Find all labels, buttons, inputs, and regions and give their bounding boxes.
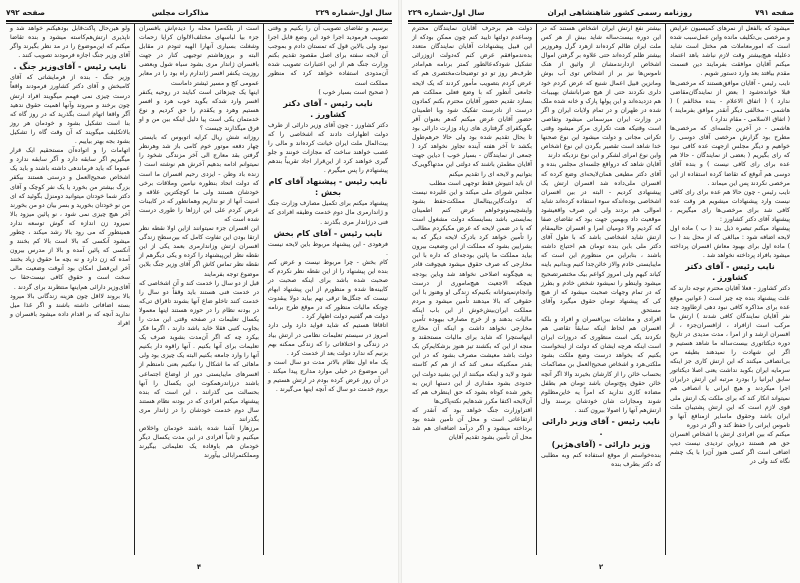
right-page-footer-number: ۲ — [598, 563, 604, 571]
paragraph: بالا بروند لااقل چون هزینه زندگانی بالا میرود بسته اضافاتی داشته باشند و اگر غذا میل ندارید آنچه که بر اقدام داده میشود بافسران و افراد — [10, 292, 130, 327]
paragraph: دکتر کشاورز - چون آقای وزیر دارائی از طرف دولت اظهارات دادند که اشخاصی را که بیت‌المال ملت ایران خیانت کرده‌اند و مالی را غصب خواهند ساخت که مجازات خونند و جلو گیری خواهند کرد از این‌قرار اجاد تقریباً بندهم پیشنهادم را پس میگیرم . — [268, 121, 388, 175]
speaker-heading: نایب رئیس - آقای کام بخش — [273, 228, 383, 238]
speaker-heading: نایب رئیس - آقای‌وزیر جنگ . — [13, 62, 127, 72]
paragraph: یک ماه اول نظام بالاتر مدت دو سال است و این موضوع در خیلی موارد مدارج پیدا میکند . در آن روز عرض کرده بودم در ارتش هستیم و بروم خدمت دو سال که آنچه اینها می‌گیرند . — [268, 358, 388, 394]
paragraph: نایب رئیس - آقایان موافق‌هستند که مرخصی‌ها قبلا خوانده‌شود ( بعض از نمایندگان‌مقاضی ندارد ) ( اتفاق الاعلام - بنده مخالفم ) ( هاشمی - مخالفی دیگر آنقدر موافق بفرمایند ) ( اتفاق الاسلامی - مقام ندارد ) — [670, 79, 790, 123]
left-page-label: صفحه ۷۹۲ — [6, 7, 45, 17]
paragraph: دکتر کشاورز - فعلا آقایان محترم توجه دارند که علت پیشنهاد بنده چه چیز است ( غوانین موقع عده برای مذاکره کافی نبود دهی ازطاوود چند نفر آقایان نمایندگان کافی شدند ) ارتش ما مرکب است ازافراد ، ازافسران‌جزء ، از افسران ارشد و از امرا ، مدت مدیدی در تاریخ دوره دیکتاتوری بیست‌ساله ما شاهد هستیم و اگر این شهادت را نمیدهند بطیفه من بی‌انصافی میکنند که این ارتش کاری جز اینکه سرمایه ایران بکوبد نداشت یعنی اصلا دیکتاتور سابق ایرانیا را بودرد مرتبه این ارتش درایران اجرا میکردند و هیچ ایرانی یا انصافی هم نمیتواند انکار کند که برای ملکت یک ارتش ملی قوی لازم است که این ارتش پشتیبان ملت ایران باشد وحقوق ماسایر ازمنافع آنها و تاموس ایرانی را حفظ کند و اگر در دوره — [670, 285, 790, 429]
left-columns — [6, 24, 392, 555]
paragraph: اتاقاقا هستیم که شاید فواید دارد ولی دارد امروز در سیستم تعلیمات نظامی در ارتش بیاد در زندگی و اختلافاتی را که زندگی ممکنه بهم بزنیم که ندارد دولت بعد از خدمت کرد . — [268, 322, 388, 357]
paragraph: بنده‌خواستم از موقع استفاده کنم وبه مطلبی که دکتر بطرف بنده — [541, 452, 661, 469]
paragraph: دولت هم برحرف آقایان نمایندگان محترم وساعدم دولتها تایید کنم چون ممکن بودکه از این قبیل پیشنهادات آقایان نمایندگان متعدد بده‌ندموافقم عرض کنم که‌دولت ازوزرائی تشکیل شودکه‌عالطور کمتر برنامه هم‌امادر طرف‌هر روز تو دو توضیحات‌مختصری هم که عرض کردم بتصویب مأمور کردند که یک لایحه جامعی آنطور که با وضع فعلی مملکت هم بسازد تقدیم حضور آقایان محترم بکنم کمادون درست از نادرست تفکیک شود وبا اطمینان حضور آقایان عرض میکنم که‌هر بعنوان آقر بگویکفرای گرفتاری های زیاد وزارت دارائی بود تا بحال تقدیم شده بود ولی حالا حرهم‌طول بکشد تا آخر هفته آینده تجاوز نخواهد کرد ( جمعی از نمایندگان - بسیار خوب ) دیاین جهت آقایان مطمئن باشند که دولتی این مدتها‌گویی‌ک بتوانیم و لایحه ای را تقدیم میکنم — [412, 25, 532, 178]
column-right-col-left — [408, 24, 537, 555]
paragraph: ان باید انتیوش فقط توجهی است مطلب — [429, 179, 532, 187]
paragraph: این افسران جزء نمیتوانند ازاین اولا نقطه نظر ارتقا بودن این تفاوت کامل که بین‌سطح زندگی افسران ارتش وزاندارمری بعمد یکی از این نقطه نظر این‌پیشنهاد را کرده و یکی دیگرهم از نقطه نظر تماس کاش اگر آقای وزیر جنگ بلاین موضوع توجه بفرمایند — [139, 225, 259, 278]
paragraph: ولو هین‌حال پاکت‌قابل بودهیکنم خواهد شد و ناپذیری ارتش‌هم‌کاسته میشود و بنده تقاضا میکنم که این‌موضوع را در مد نظر بگیرند واگر آقای وزیر جنگ اجازه فرمودند تصویب کنند . — [10, 25, 130, 60]
paragraph: پیشنهاد میکنم تبصره ذیل بند ( ب ) ماده اول لایحه اضافه شود : مبالغی که از محل بند ( ب ) ماده اول برای بهبود معاش افسران پرداخته میشود بافراد پرداخته نخواهد شد . — [670, 225, 790, 260]
speaker-heading: وزیر دارائی - (آقای‌هژیر) — [551, 440, 651, 450]
paragraph: کام بخش - چرا مربوط نیست و عرض کنم بنده این پیشنهاد را از این نقطه نظر نکردم که صحبت شده باشد برای اینکه صحبت در کابینه‌ها شده و منظورم از این پیشنهاد ابهام نیست که جنگل‌ها ترقی نهم بیاید دولا یبقدوت چونکه مالیات منظور که در موقع طرح برنامه دولت هم گفتیم دولت اظهار کرد . — [268, 258, 388, 321]
column-right-col-right — [666, 24, 794, 555]
column-left-col-left — [6, 24, 135, 555]
speaker-heading: نایب رئیس - آقای دکتر کشاورز . — [685, 262, 775, 283]
paragraph: بیشتر نفع ارتش ایران اشخاص هستند که در این دوره بیست‌ساله شاید بیش از هر کس ملت ایران ظالم کرده‌اند ازهرد گرل وهروزیر بیشتر ظلم کرده‌اند حتی علاوه بر گرفتن اموال اشخاص ازدارندمشان از واثیق از هنک ناموس‌ها نیز بر از اشخاص توی آب بوش ومانزین قبیل اعمال شنیع که عرض کردم خود دلری نکردند حتی از هیچ صرابانشان بهبیبات هم دزدیده‌اند و این پولها پارک و خانه شده ملک شده در طهران و در تمام ولایات ایران و اگر در وزارت ایران میرسمانی میشود وتفاصی است وقتیکه هنت تکراری مرکز میشود وقتی تکرانی مجانی و دولت میشود این نوع صحنها خدا شاهد است تقصیر بگردن این نوع اشخاص واین نوع امرای لشکر و این نوع نزدیکه دارند — [541, 25, 661, 160]
paragraph: برسیم و تقاضای تصویب آن را بکنیم و وقتی تصویب فرمودید اجرا خود این وضع قابل اجرا نبود ولی بالاین قول که تمستان دادم و بموجب آن لایحه سفته برای اصل مقصود تقدیم بکنم وزارت جنگ هم از این اعتبارات تصویب شده آن‌مدودی استفاده خواهد کرد که منظور مملکت است — [268, 25, 388, 87]
right-section-title: روزنامه رسمی کشور شاهنشاهی ایران — [547, 7, 693, 17]
paragraph: روزانه شش ریال کرایه اتوبوس که بایستی چهار دفعه موتور خوم کامی باز شد وهرنظر گرفتن بقد معارج الی آخر مزندگی شخود را نمیتوانم ادامه بدهیم آخرش هم نوشته است ( زنده باد وطن - ایزدی رحیم افسران ما است که دولت اتحاد بنظوره نیامین وملاقات برخی خودشان هستند ولی ما کوچکترین علاقه و امنیت آنها از تو نداریم وهمانطور که در کابینات عرض کردم علی این ارزاها را طوری درست شده است که — [139, 134, 259, 223]
paragraph: اتهامات را و اتواده‌آن مستحقیم ایک قرار میگیریم اگر سابقه دارد و آگر سابقه ندارد و عموما که باید فرماندهی داشته باشند و باید یک اشخاص صحیح‌العمل و درستی هستند بیکفر بزرگ بیشتر من بخورد یا یک نفر کوچک و آقای دکتر شما خودتان میتوانید دومنزل بگوئید که ای من نو خودتان بخورید و بسر بیان دو من بخورند آخر هیچ چیزی نمی شود ، نو پائین میزود بالا نمیرود زن اندازه‌‌ که گوش توسعه ندارد همینطور که می رود بالا رشد میکند ، چطور میشود آنکسی که بالا است بالا کم بخنند و آنکسی که پائین آمده و بالا از مدرس بیرون آمده که زن دارد و نه بچه ما حقوق زیاد بخنند آخر این‌فصل امکان بود آنوقت وضعیت مالی سخت است و حقوق کافی نیست‌حقا ب آقای‌وزیر دارائی هم‌اینها منتظرند برای گردند . — [10, 147, 130, 291]
column-left-col-right — [264, 24, 392, 555]
paragraph: نایب رئیس - چون حالا هم عده برای رای کافی نیست وارد پیشنهادات میشویم هر وقت عده کافی شد برای مرخصی‌ها رای میگیریم ، پیشنهاد آقای دکتر کشاورز : — [670, 188, 790, 223]
speaker-heading: نایب رئیس - پیشنهاد آقای کام بخش : — [268, 177, 388, 198]
right-page-label: صفحه ۷۹۱ — [755, 7, 794, 17]
header-rule — [408, 20, 794, 22]
paragraph: آقایان شاهد که درواقع جلسه‌ای مجلس بنده و آقای دکتر مطیعی همان‌لایحه‌ای وضع کرده که افسران ملی‌داده شد افسران ارتش یک پیشنهادی کردیم - البته در بین افسران اشخاصی بوده‌اندکه سوء استفاده کرده‌اند شاید اموالی هم بردند ولی این صرف واقعیشود موقعیت داد وبهمین جهت بود که تقاضای صفا که کردیم والا دومیان امرا و افسران حالیمقام ارتش شاید اشخاصی باشد که با طول آقای دکتر ملی باین بنده تومان هم احتیاج داشته باشند ، بنابراین من منظورم این است که مایبایستی خادم والاز خائن‌جدا کنیم وبدانیم باینه کیاند کیهم ولی امروز کواعم بیک مختصرتصحیح میشود واینطو را نمیشود شخص خادم و بطرز که در تمام وجهات صحبت میشود که از هیچ کی که پیشنهاد تومان حقوق میگیرد وآقای مستحق — [541, 161, 661, 314]
header-rule — [6, 20, 392, 22]
column-left-col-middle — [135, 24, 264, 555]
speaker-heading: نایب رئیس - آقای وزیر دارائی . — [541, 417, 661, 438]
right-issue-label: سال اول-شماره ۲۲۹ — [408, 7, 485, 17]
paragraph: مرزهارا آشنا شده باشند خودمان واخلاص میکنیم و ثانیاً افرادی در این مدت یکسال دیگر خودمان هم باوفاده یک تعلیماتی بیگیرند ومملکتمرابالی بیآورند — [139, 425, 259, 460]
paragraph: قبل از دو سال را خدمت کند و آن اشخاصی که در خدمت فنی هستند باید وقفاً دو سال را خدمت کنند تاخلو ضاع آنها بشوند تاقراق تی‌که در بودنه نظام را در حوزه هستند اینها معمولا یکسال تعلیمات در صفحه وقتی این مدت را بجاوب کتبی فقلا خاید باشد دارند ، اگرما فکر بیکرد چه که اگر آن‌مدت بشوید صرف یک تعلیمات برای آنها بکنیم . آنها راقوه دار بکنیم آنها را وارد جامعه بکنیم البته یک چیزی بود ولی ماهائی که ما اشکال را نبکنیم بعنی نامنظم از افسرهای مایبایستی دور از اوضاع اجتماعی باشند درزاندرهمکوت این یکسال را آنها بحسالت می گذرانند ، این است که بنده پیشنهاد میکنم افرادی که در بودنه نظام هستند سال دوم خدمت خودشان را در ژاندار مری بگذرانند — [139, 279, 259, 424]
paragraph: فرهودی - این پیشنهاد مربوط باین لایحه نیست . — [268, 240, 388, 257]
right-page — [402, 0, 800, 583]
paragraph: است از بلکه‌مرا محله را دیدم‌اش بافسران جزء بیا لباسهای مختلف‌الالوان کرایا زحمات وشغلت بسیاری آنها‌را الهیه ثنودم در مقابل البته و بروزهاشتم توجیهی کنار در جهت بافسران ژاندار مری بشود سیاه شول وبعضی روزیت یکنفر افسر ژاندارم راه بود را در معابر عمومی کج و مسیر ئیشتر داماست — [139, 25, 259, 87]
column-right-col-middle — [537, 24, 666, 555]
paragraph: اقتراوزارت جنگ خواهد بود که آنقدر که ارتفاعاتی است و محل آن تأمین شده بود برداخته میشود و اگر درآمد اضافه‌ای هم شد محل آن تأمین بشود تقدیم آقایان — [412, 406, 532, 442]
paragraph: افرادی و معاشات بین‌افسران و افراد و بلکه افسران هم لحاظ اینکه سابقاً تقاضی هم نکردند یکی است منظوری که دروزات ایران است اینکه هرچه ایشان که دولت از اینخواست بکنیم که بخواهد درست وضع ملکت بشود ملکتی‌هرد و اشخاص صحیح‌العمل بن مصاکمات بحساب خائن را از کارشان بخیرند والا اگر آنچه خائن حقوق پنج‌تومان باشد تومان هم بطفل مضاده کاری ندارید که امراً یه خاین‌مظلوم شوند ومجازات شان خودشان برسند وال ارتش‌هم آنها را اصولا بیرون کنند . — [541, 316, 661, 414]
paragraph: اینها یک چیزهائی است کبایند در روحیه یکنفر افسر وارد شدکه بگوید خوب هرد و افسر هستیم وهرد و یکقدم را حق کردیم و نوع خدمتمان یکی است پیا دلیل اینکه بین من و او فرق میگذارند چیست ؟ — [139, 88, 259, 133]
paragraph: هاشمی - در آخرین جلسه‌ای که مرخصی‌ها مطرح بود گزارش مرخصی آقای دوسی را خواهیم و دیگر مجلس ازجهت عده‌ کافی نبود که رای بگیریم ( بعضی از نمایندگان - حالا هم عده برای رای کافی نیست ) و بنده آقای دوسی هم آنوقع که تقاضا کرده استفاده از این مرخصی نکردند پس این میماند . — [670, 125, 790, 187]
paragraph: میشود که بالفعل از نمرهای کمیسیون عرایض و مرخصی بی‌تکلیف مانده واین عمل‌سبب شده است که امورمعاملات هم مختل است شاید دعلیله هیچ‌بیشتر وقت لازم نباشد باهد اعتماد میکنم آقایان موافقت بفرمایند دین قسمت مقدم بیافتد بعد وارد دستور شویم . — [670, 25, 790, 78]
left-section-title: مذاکرات مجلس — [151, 7, 209, 17]
paragraph: میکنم که بین افرادی ارتش یا اشخاص افسران حق هم هستند درواین تردیدی نیست دیپ اضافی است اگر کسی هنوز آن‌را با یک چشم نگاه کند ولی در — [670, 430, 790, 466]
paragraph: ( صحیح است بسیار خوب ) — [318, 88, 388, 96]
left-running-head — [6, 6, 392, 18]
paragraph: وزیر جنگ - بنده از فرمایشاتی که آقای کامبخش و آقای دکتر کشاورز فرمودند واقعاً درست چیزی نمی فهمم میگویند افراد ارتش چون برخند و میروند وآنها اهمیت حقوق ندهید آگر واقعا اتهام است بگذرید که در روز گاه که بنا است تشکیل بشود و خودمان هر روز بالاتکلیف میگویند که آن وقت گاه را تشکیل بشود بجه بهتر بیاییم . — [10, 74, 130, 146]
left-page-footer-number: ۴ — [196, 563, 202, 571]
left-page — [0, 0, 398, 583]
left-issue-label: سال اول-شماره ۲۲۹ — [315, 7, 392, 17]
paragraph: پیشنهاد میکنم برای تکمیل مصارف وزارت جنگ و ژاندارمری مال دوم خدمت وظیفه افرادی که فنی درژاندار مری بگذرند . — [268, 200, 388, 226]
paragraph: مجلس شورای ملی میکند و این علیرده نیست که دولت‌گاین‌بیتالمال مملکت‌حفظ بشود وایشچیمنونوخواهم عرض کنم اطمینان بمایستی باشد بسایستکه دولت مشغول است که با در ضمن لایحه که عرض مکیکردم مطالب را تأمین خواهد کرد بادرک لایحه دیگر که به بشرایین بشود که مملکت از این وضعیت بیرون بیاید مملکت ما پائین بودجه‌ای که داره با این مخارجی که صرف حقوق میشود هیچوقت قادر به هیچگونه اصلاحی نخواهد شد وباین بودجه هیچکه الاجعیت هیچ‌ماموری از درست وانجام‌نمیتوانانه بکنیم‌که زندگی او وهنوز با این حقوقی که بالا میدهند تأمین میشود و مردم مملکت ایران‌بیش‌خوش از این باب اینکه مالیات بدهند و از خرج مصارف بیهوده تأمین مخارجی نخواهد داشت و اینکه آن مخارج اینهاستچرا که شاید برای مالیات مستحقند و منجه از این که بکشند تیز هنوز بزشکایم‌کن بک دولت باشد معیشت مصرف بشود که در این بقدر ممکنیکه سعی کند که از هم کم کاسته شود و لاید و اینکه میکنند از این بشید دولت این حدودی بشود مقداری از این دستها ازین به بخور شده کوتاه بشود که حق اینطرف هم که آن‌لایحه اکتفا مکرر شدهایم نکته‌پاکی‌ها — [412, 188, 532, 405]
speaker-heading: نایب رئیس - آقای دکتر کشاورز . — [283, 98, 373, 119]
right-running-head — [408, 6, 794, 18]
right-columns — [408, 24, 794, 555]
